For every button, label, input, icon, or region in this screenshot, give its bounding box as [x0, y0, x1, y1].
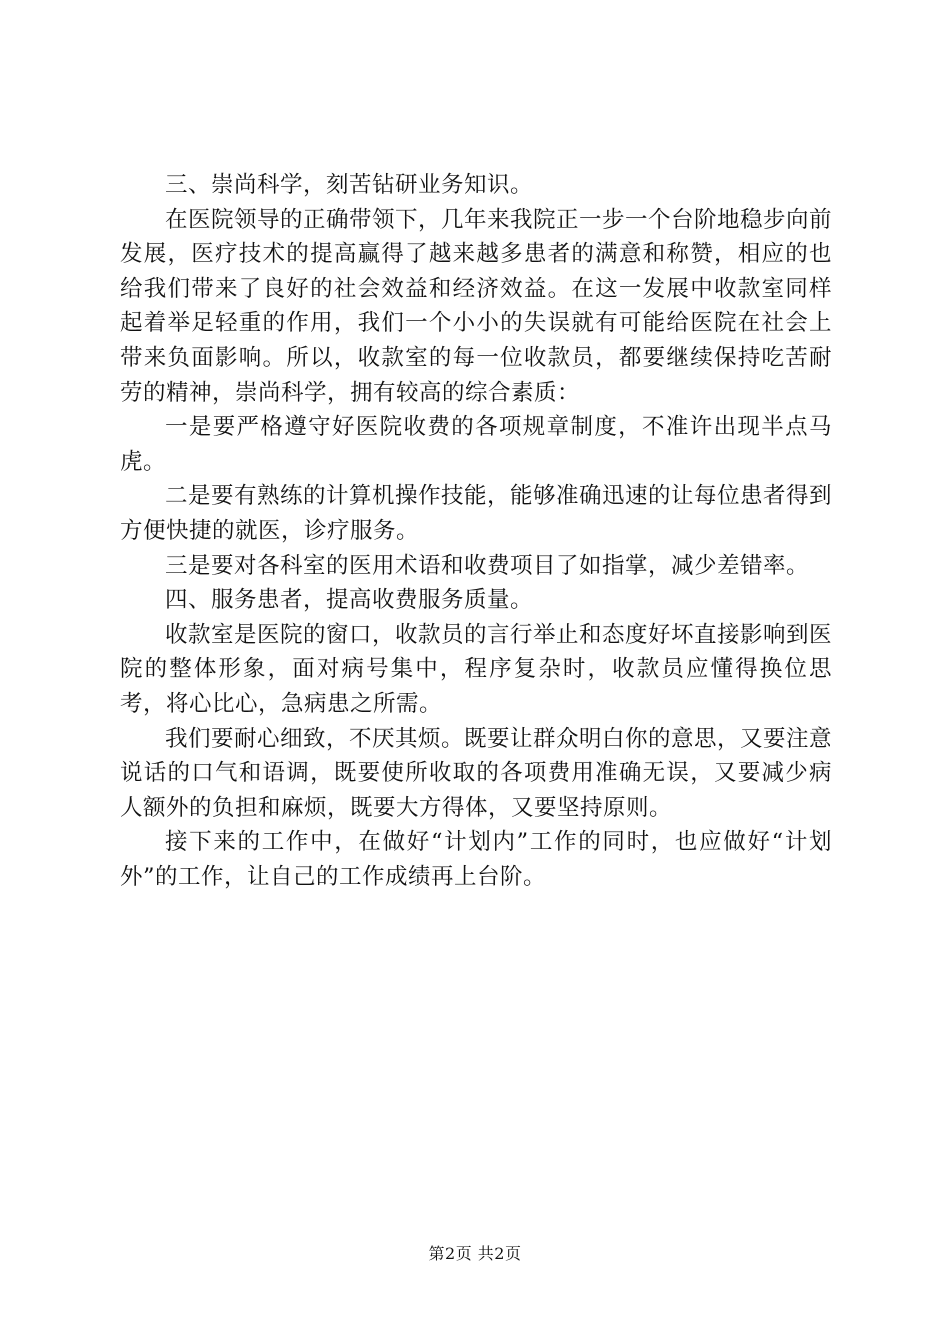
- page-number: 第2页 共2页: [428, 1244, 522, 1263]
- paragraph: 收款室是医院的窗口，收款员的言行举止和态度好坏直接影响到医院的整体形象，面对病号集中，程序复杂时，收款员应懂得换位思考，将心比心，急病患之所需。: [120, 621, 833, 717]
- list-item-2: 二是要有熟练的计算机操作技能，能够准确迅速的让每位患者得到方便快捷的就医，诊疗服务。: [120, 483, 833, 544]
- document-body: [120, 168, 832, 894]
- section-heading-3: 三、崇尚科学，刻苦钻研业务知识。: [165, 172, 534, 198]
- list-item-3: 三是要对各科室的医用术语和收费项目了如指掌，减少差错率。: [165, 552, 810, 579]
- page-footer: [0, 1244, 950, 1264]
- section-heading-4: 四、服务患者，提高收费服务质量。: [165, 587, 534, 614]
- list-item-1: 一是要严格遵守好医院收费的各项规章制度，不准许出现半点马虎。: [120, 414, 832, 475]
- paragraph: 在医院领导的正确带领下，几年来我院正一步一个台阶地稳步向前发展，医疗技术的提高赢得了越来越多患者的满意和称赞，相应的也给我们带来了良好的社会效益和经济效益。在这一发展中收款室同样起着举足轻重的作用，我们一个小小的失误就有可能给医院在社会上带来负面影响。所以，收款室的每一位收款员，都要继续保持吃苦耐劳的精神，崇尚科学，拥有较高的综合素质：: [120, 206, 833, 406]
- paragraph: 接下来的工作中，在做好“计划内”工作的同时，也应做好“计划外”的工作，让自己的工作成绩再上台阶。: [120, 829, 832, 890]
- paragraph: 我们要耐心细致，不厌其烦。既要让群众明白你的意思，又要注意说话的口气和语调，既要使所收取的各项费用准确无误，又要减少病人额外的负担和麻烦，既要大方得体，又要坚持原则。: [120, 725, 833, 821]
